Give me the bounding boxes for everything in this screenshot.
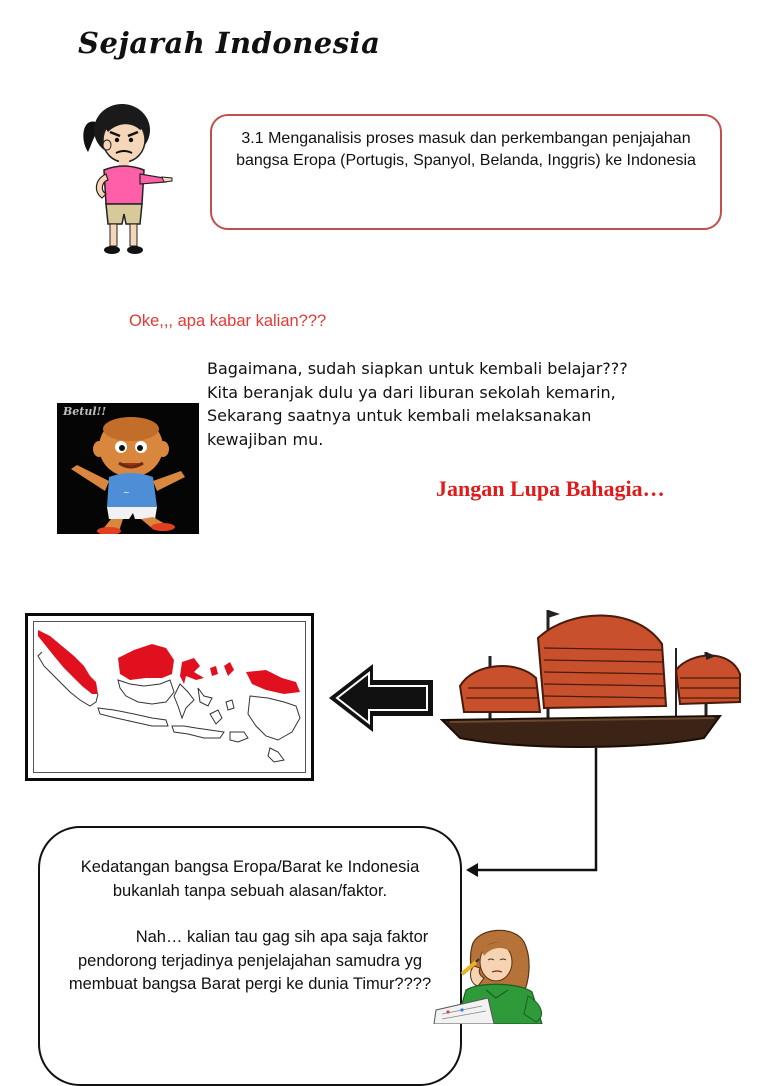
intro-line: Kita beranjak dulu ya dari liburan sekolah kemarin, <box>207 382 616 402</box>
intro-line: kewajiban mu. <box>207 429 324 449</box>
info-bubble <box>38 826 462 1086</box>
competency-text: 3.1 Menganalisis proses masuk dan perkembangan penjajahan bangsa Eropa (Portugis, Spanyol, Belanda, Inggris) ke Indonesia <box>236 130 696 169</box>
angry-girl-illustration <box>78 100 174 256</box>
reading-girl-illustration <box>432 926 562 1024</box>
competency-box <box>210 114 722 230</box>
svg-text:~: ~ <box>123 488 130 497</box>
bubble-paragraph-1: Kedatangan bangsa Eropa/Barat ke Indonesia bukanlah tanpa sebuah alasan/faktor. <box>80 858 420 900</box>
greeting-text: Oke,,, apa kabar kalian??? <box>129 312 327 330</box>
intro-line: Sekarang saatnya untuk kembali melaksanakan <box>207 406 592 425</box>
indonesia-map <box>25 613 314 781</box>
tagline: Jangan Lupa Bahagia… <box>436 476 665 501</box>
upin-caption: Betul!! <box>63 405 107 418</box>
intro-paragraph <box>207 357 677 451</box>
junk-ship-illustration <box>440 608 746 754</box>
left-arrow-icon <box>327 660 437 736</box>
page-title: Sejarah Indonesia <box>78 26 381 60</box>
connector-arrow-icon <box>464 748 604 878</box>
map-islands-icon <box>34 622 305 772</box>
intro-line: Bagaimana, sudah siapkan untuk kembali belajar??? <box>207 359 628 378</box>
bubble-paragraph-2: Nah… kalian tau gag sih apa saja faktor pendorong terjadinya penjelajahan samudra yg membuat bangsa Barat pergi ke dunia Timur???? <box>68 928 432 993</box>
upin-figure-icon <box>57 403 199 534</box>
upin-cartoon-photo <box>57 403 199 534</box>
